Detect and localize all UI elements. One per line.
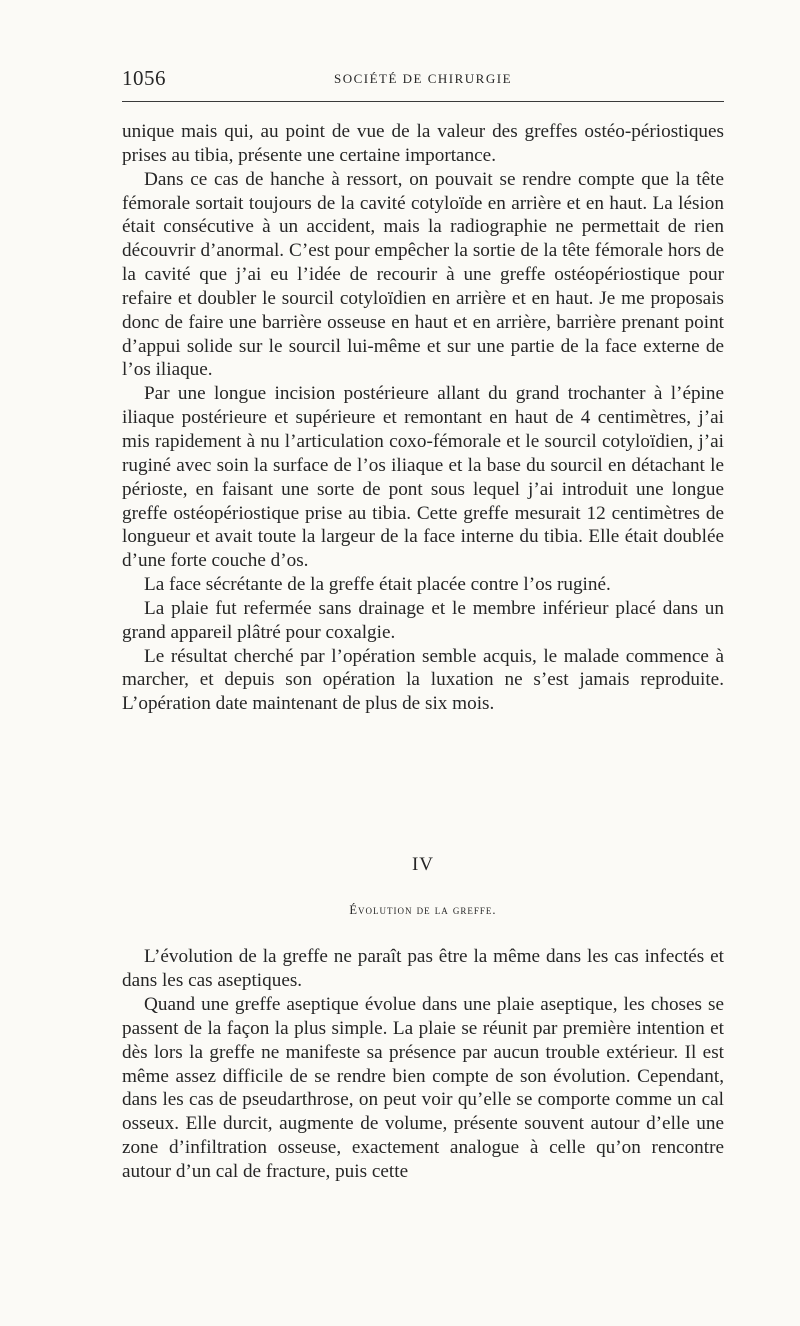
running-head: SOCIÉTÉ DE CHIRURGIE <box>333 71 513 86</box>
paragraph: Le résultat cherché par l’opération semble acquis, le malade commence à marcher, et depuis son opération la luxation ne s’est jamais reproduite. L’opération date maintenant de plus de six mois. <box>122 645 724 715</box>
paragraph: L’évolution de la greffe ne paraît pas être la même dans les cas infectés et dans les cas aseptiques. <box>122 946 724 991</box>
paragraph: unique mais qui, au point de vue de la valeur des greffes ostéo-périostiques prises au tibia, présente une certaine importance. <box>122 121 724 166</box>
header-rule <box>122 101 724 102</box>
section-number: IV <box>411 854 435 875</box>
paragraph: Dans ce cas de hanche à ressort, on pouvait se rendre compte que la tête fémorale sortait toujours de la cavité cotyloïde en arrière et en haut. La lésion était consécutive à un accident, mais la radiographie ne permettait de rien découvrir d’anormal. C’est pour empêcher la sortie de la tête fémorale hors de la cavité que j’ai eu l’idée de recourir à une greffe ostéopériostique pour refaire et doubler le sourcil cotyloïdien en arrière et en haut. Je me proposais donc de faire une barrière osseuse en haut et en arrière, barrière prenant point d’appui solide sur le sourcil lui-même et sur une partie de la face externe de l’os iliaque. <box>122 168 724 381</box>
section-title: Évolution de la greffe. <box>349 903 497 917</box>
body-text-section-2 <box>122 945 724 1184</box>
paragraph: La face sécrétante de la greffe était placée contre l’os ruginé. <box>144 574 611 596</box>
paragraph: Quand une greffe aseptique évolue dans une plaie aseptique, les choses se passent de la façon la plus simple. La plaie se réunit par première intention et dès lors la greffe ne manifeste sa présence par aucun trouble extérieur. Il est même assez difficile de se rendre bien compte de son évolution. Cependant, dans les cas de pseudarthrose, on peut voir qu’elle se comporte comme un cal osseux. Elle durcit, augmente de volume, présente souvent autour d’elle une zone d’infiltration osseuse, exactement analogue à celle qu’on rencontre autour d’un cal de fracture, puis cette <box>122 993 724 1183</box>
page-number: 1056 <box>122 66 166 90</box>
body-text-section-1 <box>122 120 724 716</box>
paragraph: Par une longue incision postérieure allant du grand trochanter à l’épine iliaque postérieure et supérieure et remontant en haut de 4 centimètres, j’ai mis rapidement à nu l’articulation coxo-fémorale et le sourcil cotyloïdien, j’ai ruginé avec soin la surface de l’os iliaque et la base du sourcil en détachant le périoste, en faisant une sorte de pont sous lequel j’ai introduit une longue greffe ostéopériostique prise au tibia. Cette greffe mesurait 12 centimètres de longueur et avait toute la largeur de la face interne du tibia. Elle était doublée d’une forte couche d’os. <box>122 383 724 572</box>
page-header <box>122 66 724 90</box>
paragraph: La plaie fut refermée sans drainage et le membre inférieur placé dans un grand appareil plâtré pour coxalgie. <box>122 597 724 643</box>
